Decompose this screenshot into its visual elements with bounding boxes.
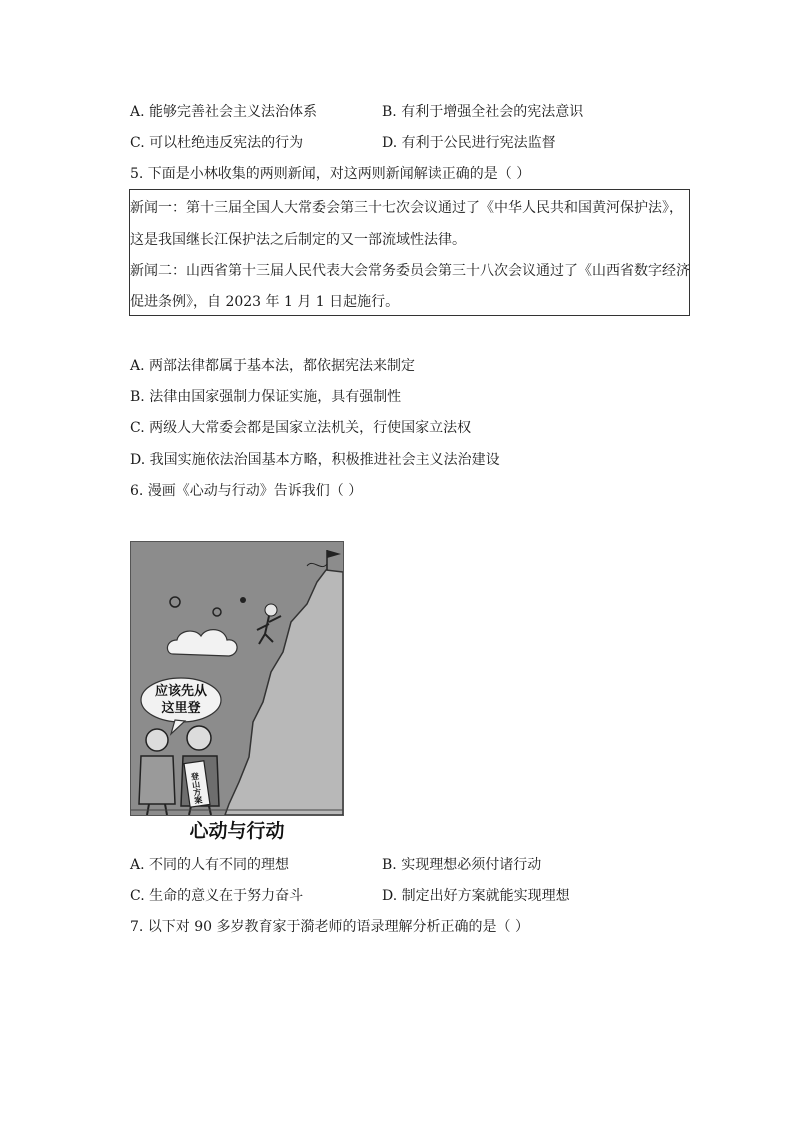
q5-option-c[interactable]: C. 两级人大常委会都是国家立法机关，行使国家立法权 xyxy=(130,420,472,436)
q6-stem: 6. 漫画《心动与行动》告诉我们（ ） xyxy=(130,483,363,499)
q4-option-a[interactable]: A. 能够完善社会主义法治体系 xyxy=(130,104,318,120)
q5-stem: 5. 下面是小林收集的两则新闻，对这两则新闻解读正确的是（ ） xyxy=(130,166,531,182)
q5-option-d[interactable]: D. 我国实施依法治国基本方略，积极推进社会主义法治建设 xyxy=(130,452,500,468)
cartoon-image xyxy=(130,541,344,816)
q6-option-a[interactable]: A. 不同的人有不同的理想 xyxy=(130,857,290,873)
q6-option-c[interactable]: C. 生命的意义在于努力奋斗 xyxy=(130,888,304,904)
plan-sign-text: 登山方案 xyxy=(189,771,204,805)
q4-option-c[interactable]: C. 可以杜绝违反宪法的行为 xyxy=(130,135,304,151)
speech-bubble-line-1: 应该先从 xyxy=(154,684,208,699)
q6-option-d[interactable]: D. 制定出好方案就能实现理想 xyxy=(382,888,570,904)
q5-option-b[interactable]: B. 法律由国家强制力保证实施，具有强制性 xyxy=(130,389,402,405)
q7-stem: 7. 以下对 90 多岁教育家于漪老师的语录理解分析正确的是（ ） xyxy=(130,919,529,935)
speech-bubble-line-2: 这里登 xyxy=(161,701,201,716)
q4-option-d[interactable]: D. 有利于公民进行宪法监督 xyxy=(382,135,556,151)
news-box xyxy=(129,189,690,316)
news-line-2: 这是我国继长江保护法之后制定的又一部流域性法律。 xyxy=(130,232,466,248)
news-line-1: 新闻一：第十三届全国人大常委会第三十七次会议通过了《中华人民共和国黄河保护法》， xyxy=(130,200,683,216)
q4-option-b[interactable]: B. 有利于增强全社会的宪法意识 xyxy=(382,104,584,120)
q6-option-b[interactable]: B. 实现理想必须付诸行动 xyxy=(382,857,542,873)
news-line-3: 新闻二：山西省第十三届人民代表大会常务委员会第三十八次会议通过了《山西省数字经济 xyxy=(130,263,690,279)
news-line-4: 促进条例》，自 2023 年 1 月 1 日起施行。 xyxy=(130,294,400,310)
q5-option-a[interactable]: A. 两部法律都属于基本法，都依据宪法来制定 xyxy=(130,358,416,374)
cartoon-drawing xyxy=(131,542,343,815)
cartoon-caption: 心动与行动 xyxy=(189,820,285,842)
